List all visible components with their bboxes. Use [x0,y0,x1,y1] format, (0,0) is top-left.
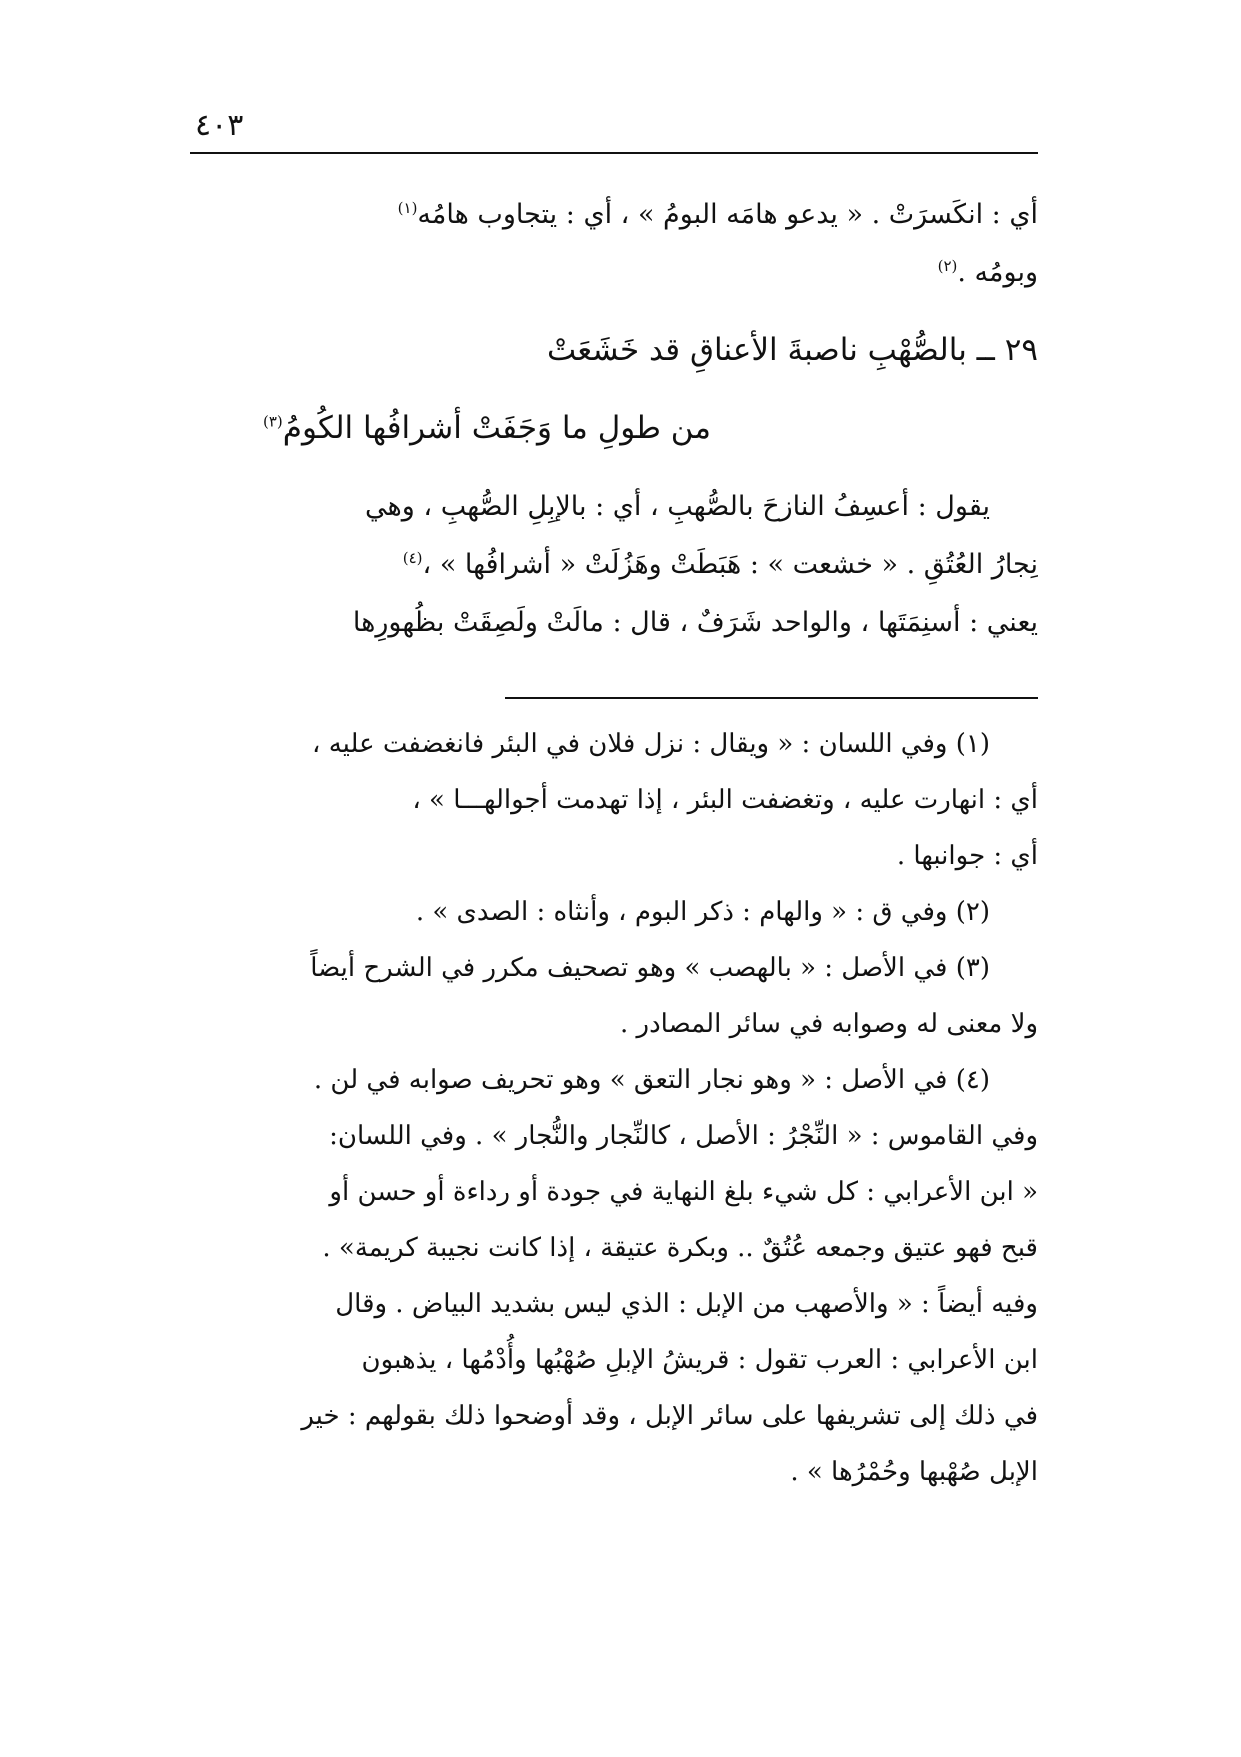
commentary-line: نِجارُ العُتُقِ . « خشعت » : هَبَطَتْ وهَزُلَتْ « أشرافُها » ،$^{(٤)}$ [402,549,1038,580]
footnote-line: قبح فهو عتيق وجمعه عُتُقٌ .. وبكرة عتيقة ، إذا كانت نجيبة كريمة» . [322,1233,1038,1263]
verse-hemistich-1: ٢٩ ــ بالصُّهْبِ ناصبةَ الأعناقِ قد خَشَعَتْ [546,332,1038,368]
footnote-ref: (٤) [402,549,423,567]
footnote-ref: (٣) [262,412,283,431]
commentary-line: يعني : أسنِمَتَها ، والواحد شَرَفٌ ، قال : مالَتْ ولَصِقَتْ بظُهورِها [352,607,1038,638]
footnote-rule [505,697,1038,699]
footnote-line: أي : جوانبها . [896,841,1038,871]
footnote-line: (٢) وفي ق : « والهام : ذكر البوم ، وأنثاه : الصدى » . [415,897,990,927]
footnote-line: (١) وفي اللسان : « ويقال : نزل فلان في البئر فانغضفت عليه ، [312,729,990,759]
footnote-ref: (١) [397,199,418,217]
intro-line: أي : انكَسرَتْ . « يدعو هامَه البومُ » ، أي : يتجاوب هامُه$^{(١)}$ [397,199,1038,230]
verse-hemistich-2: من طولِ ما وَجَفَتْ أشرافُها الكُومُ$^{(٣)}$ [262,410,711,446]
commentary-line: يقول : أعسِفُ النازحَ بالصُّهبِ ، أي : بالإبِلِ الصُّهبِ ، وهي [365,491,990,522]
footnotes [190,716,1038,1500]
footnote-line: الإبل صُهْبها وحُمْرُها » . [790,1457,1038,1487]
footnote-line: في ذلك إلى تشريفها على سائر الإبل ، وقد أوضحوا ذلك بقولهم : خير [301,1401,1038,1431]
footnote-line: وفي القاموس : « النِّجْرُ : الأصل ، كالنِّجار والنُّجار » . وفي اللسان: [329,1121,1038,1151]
footnote-line: ابن الأعرابي : العرب تقول : قريشُ الإبلِ صُهْبُها وأُدْمُها ، يذهبون [361,1345,1038,1375]
footnote-ref: (٢) [937,257,958,275]
footnote-line: (٣) في الأصل : « بالهصب » وهو تصحيف مكرر في الشرح أيضاً [310,953,990,983]
footnote-line: وفيه أيضاً : « والأصهب من الإبل : الذي ليس بشديد البياض . وقال [335,1289,1038,1319]
footnote-line: أي : انهارت عليه ، وتغضفت البئر ، إذا تهدمت أجوالهـــا » ، [412,785,1038,815]
page-number: ٤٠٣ [195,108,244,143]
intro-line: وبومُه .$^{(٢)}$ [937,257,1038,288]
footnote-3 [190,940,1038,1052]
intro-text [190,186,1038,302]
commentary-text [190,478,1038,652]
footnote-2 [190,884,1038,940]
footnote-1 [190,716,1038,884]
footnote-line: « ابن الأعرابي : كل شيء بلغ النهاية في جودة أو رداءة أو حسن أو [329,1177,1038,1207]
footnote-line: (٤) في الأصل : « وهو نجار التعق » وهو تحريف صوابه في لن . [313,1065,990,1095]
header-rule [190,152,1038,154]
footnote-4 [190,1052,1038,1500]
footnote-line: ولا معنى له وصوابه في سائر المصادر . [620,1009,1038,1039]
